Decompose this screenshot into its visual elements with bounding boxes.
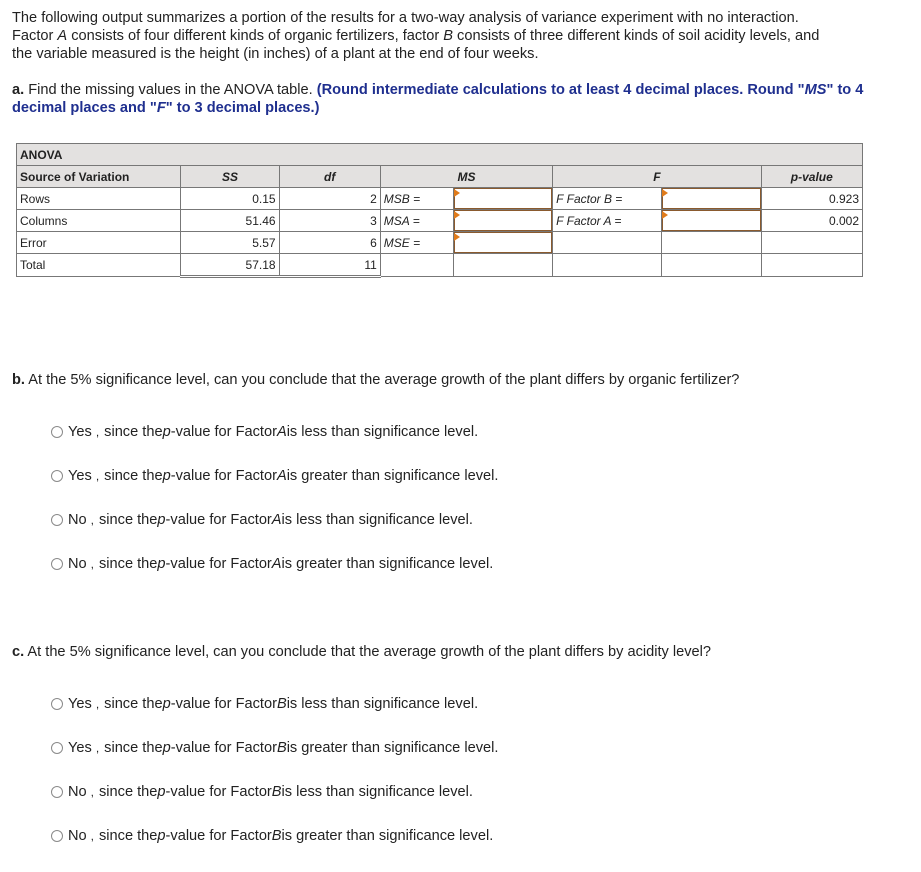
part-b-option-1[interactable] [51, 424, 478, 440]
intro-text: consists of four different kinds of organic fertilizers, factor [67, 28, 444, 44]
option-text: since the [104, 740, 163, 756]
option-p: p [157, 784, 166, 800]
part-b-option-4[interactable] [51, 556, 493, 572]
option-factor: B [276, 740, 287, 756]
option-text: -value for Factor [170, 696, 277, 712]
row-source: Columns [17, 210, 181, 232]
option-text: since the [104, 696, 163, 712]
header-df: df [279, 166, 380, 188]
option-text: is greater than significance level. [281, 556, 494, 572]
note-ms: MS [804, 82, 827, 98]
option-separator: , [95, 425, 100, 439]
part-c-option-1[interactable] [51, 696, 478, 712]
option-factor: B [271, 828, 282, 844]
intro-line-3: the variable measured is the height (in inches) of a plant at the end of four weeks. [12, 46, 539, 62]
option-answer: No [68, 828, 87, 844]
row-df: 11 [279, 254, 380, 277]
msb-label: MSB = [380, 188, 453, 210]
option-text: since the [99, 784, 158, 800]
option-factor: A [276, 424, 287, 440]
option-text: is less than significance level. [286, 424, 479, 440]
mse-cell [453, 232, 552, 254]
table-row-total [17, 254, 863, 277]
table-row-columns [17, 210, 863, 232]
option-text: is greater than significance level. [286, 468, 499, 484]
option-p: p [162, 696, 171, 712]
part-c-label: c. [12, 644, 25, 660]
option-factor: A [276, 468, 287, 484]
empty-cell [553, 254, 662, 277]
f-factor-b-input[interactable] [662, 188, 760, 209]
header-ss: SS [181, 166, 279, 188]
option-text: since the [104, 468, 163, 484]
part-b-question [12, 372, 739, 388]
empty-cell [662, 254, 761, 277]
part-b-label: b. [12, 372, 25, 388]
header-ms: MS [380, 166, 552, 188]
option-text: is greater than significance level. [286, 740, 499, 756]
f-factor-a-cell [662, 210, 761, 232]
note-text: " to 4 [826, 82, 864, 98]
option-answer: Yes [68, 740, 92, 756]
answer-flag-icon [662, 211, 668, 219]
option-factor: B [276, 696, 287, 712]
option-text: -value for Factor [165, 512, 272, 528]
option-text: -value for Factor [165, 784, 272, 800]
anova-table [16, 143, 863, 278]
header-source: Source of Variation [17, 166, 181, 188]
note-text: decimal places and " [12, 100, 157, 116]
problem-statement [12, 9, 907, 63]
note-text: (Round intermediate calculations to at least 4 decimal places. Round " [316, 82, 805, 98]
option-text: is less than significance level. [286, 696, 479, 712]
intro-text: consists of three different kinds of soil acidity levels, and [452, 28, 820, 44]
intro-line-1: The following output summarizes a portion of the results for a two-way analysis of variance experiment with no interaction. [12, 10, 799, 26]
empty-cell [380, 254, 453, 277]
radio-button[interactable] [51, 742, 63, 754]
part-c-option-4[interactable] [51, 828, 493, 844]
intro-text: Factor [12, 28, 58, 44]
answer-flag-icon [454, 233, 460, 241]
option-text: is greater than significance level. [281, 828, 494, 844]
empty-cell [553, 232, 662, 254]
option-text: since the [99, 828, 158, 844]
option-text: since the [104, 424, 163, 440]
factor-a-letter: A [57, 28, 68, 44]
part-b-option-2[interactable] [51, 468, 498, 484]
msa-input[interactable] [454, 210, 552, 231]
option-answer: Yes [68, 696, 92, 712]
part-a-text: Find the missing values in the ANOVA table. [24, 82, 317, 98]
part-c-option-3[interactable] [51, 784, 473, 800]
f-factor-a-input[interactable] [662, 210, 760, 231]
radio-button[interactable] [51, 786, 63, 798]
empty-cell [761, 232, 862, 254]
option-p: p [157, 828, 166, 844]
option-text: is less than significance level. [281, 512, 473, 528]
option-p: p [162, 424, 171, 440]
option-factor: A [271, 556, 282, 572]
row-source: Total [17, 254, 181, 277]
mse-label: MSE = [380, 232, 453, 254]
answer-flag-icon [454, 211, 460, 219]
option-answer: No [68, 556, 87, 572]
radio-button[interactable] [51, 558, 63, 570]
row-ss: 57.18 [181, 254, 279, 277]
option-factor: A [271, 512, 282, 528]
option-p: p [157, 556, 166, 572]
option-separator: , [95, 741, 100, 755]
option-answer: No [68, 512, 87, 528]
row-source: Rows [17, 188, 181, 210]
row-ss: 51.46 [181, 210, 279, 232]
f-factor-a-label: F Factor A = [553, 210, 662, 232]
option-p: p [162, 740, 171, 756]
msb-cell [453, 188, 552, 210]
mse-input[interactable] [454, 232, 552, 253]
radio-button[interactable] [51, 470, 63, 482]
part-a-instructions [12, 81, 912, 117]
option-p: p [162, 468, 171, 484]
radio-button[interactable] [51, 514, 63, 526]
f-factor-b-cell [662, 188, 761, 210]
radio-button[interactable] [51, 830, 63, 842]
radio-button[interactable] [51, 426, 63, 438]
part-b-option-3[interactable] [51, 512, 473, 528]
row-p-value: 0.923 [761, 188, 862, 210]
part-c-text: At the 5% significance level, can you conclude that the average growth of the plant differs by acidity level? [24, 644, 712, 660]
option-text: -value for Factor [165, 828, 272, 844]
option-separator: , [90, 829, 94, 843]
option-factor: B [271, 784, 282, 800]
msa-cell [453, 210, 552, 232]
option-answer: Yes [68, 468, 92, 484]
empty-cell [453, 254, 552, 277]
part-c-question [12, 644, 711, 660]
msa-label: MSA = [380, 210, 453, 232]
radio-button[interactable] [51, 698, 63, 710]
option-text: -value for Factor [170, 468, 277, 484]
empty-cell [662, 232, 761, 254]
row-p-value: 0.002 [761, 210, 862, 232]
part-b-text: At the 5% significance level, can you conclude that the average growth of the plant differs by organic fertilizer? [24, 372, 740, 388]
option-text: since the [99, 512, 158, 528]
f-factor-b-label: F Factor B = [553, 188, 662, 210]
row-ss: 5.57 [181, 232, 279, 254]
table-row-error [17, 232, 863, 254]
option-separator: , [90, 785, 94, 799]
row-ss: 0.15 [181, 188, 279, 210]
option-p: p [157, 512, 166, 528]
option-separator: , [90, 557, 94, 571]
factor-b-letter: B [443, 28, 453, 44]
msb-input[interactable] [454, 188, 552, 209]
part-c-option-2[interactable] [51, 740, 498, 756]
anova-header-row [17, 166, 863, 188]
note-f: F [156, 100, 166, 116]
option-text: is less than significance level. [281, 784, 473, 800]
anova-caption: ANOVA [17, 144, 863, 166]
answer-flag-icon [662, 189, 668, 197]
option-text: -value for Factor [170, 424, 277, 440]
header-p-value: p-value [761, 166, 862, 188]
option-separator: , [90, 513, 94, 527]
header-f: F [553, 166, 761, 188]
row-source: Error [17, 232, 181, 254]
part-a-label: a. [12, 82, 25, 98]
row-df: 3 [279, 210, 380, 232]
empty-cell [761, 254, 862, 277]
option-answer: Yes [68, 424, 92, 440]
option-text: -value for Factor [165, 556, 272, 572]
row-df: 2 [279, 188, 380, 210]
note-text: " to 3 decimal places.) [165, 100, 320, 116]
table-row-rows [17, 188, 863, 210]
option-separator: , [95, 469, 100, 483]
row-df: 6 [279, 232, 380, 254]
option-text: since the [99, 556, 158, 572]
answer-flag-icon [454, 189, 460, 197]
option-text: -value for Factor [170, 740, 277, 756]
option-separator: , [95, 697, 100, 711]
option-answer: No [68, 784, 87, 800]
